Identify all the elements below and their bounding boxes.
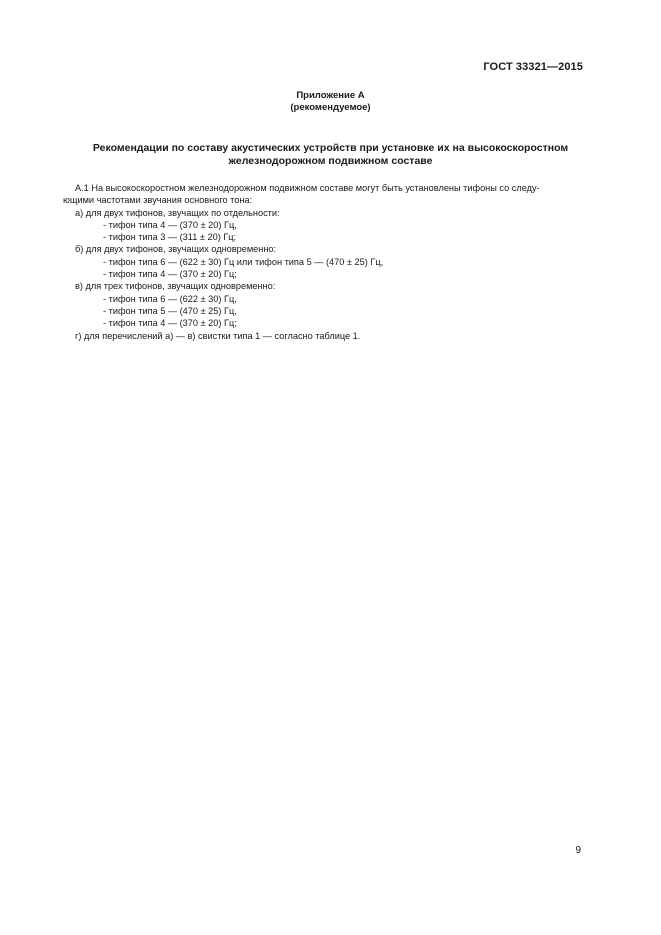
list-item: б) для двух тифонов, звучащих одновременно: <box>75 244 277 255</box>
list-item: а) для двух тифонов, звучащих по отдельности: <box>75 207 280 218</box>
annex-heading <box>0 90 661 114</box>
sub-list-item: - тифон типа 6 — (622 ± 30) Гц или тифон типа 5 — (470 ± 25) Гц, <box>103 256 384 267</box>
paragraph-line: ющими частотами звучания основного тона: <box>63 195 253 206</box>
list-item: в) для трех тифонов, звучащих одновременно: <box>75 281 276 292</box>
sub-list-item: - тифон типа 4 — (370 ± 20) Гц; <box>103 269 237 280</box>
sub-list-item: - тифон типа 4 — (370 ± 20) Гц; <box>103 318 237 329</box>
annex-status: (рекомендуемое) <box>290 102 371 113</box>
sub-list-item: - тифон типа 3 — (311 ± 20) Гц; <box>103 232 237 243</box>
annex-label: Приложение А <box>296 90 365 101</box>
sub-list-item: - тифон типа 6 — (622 ± 30) Гц, <box>103 293 237 304</box>
standard-code: ГОСТ 33321—2015 <box>483 61 583 73</box>
sub-list-item: - тифон типа 4 — (370 ± 20) Гц, <box>103 219 237 230</box>
section-title <box>40 142 621 168</box>
section-title-line-1: Рекомендации по составу акустических устройств при установке их на высокоскоростном <box>92 142 569 154</box>
paragraph-line: А.1 На высокоскоростном железнодорожном подвижном составе могут быть установлены тифоны со следу- <box>75 183 540 193</box>
page-number: 9 <box>575 845 581 856</box>
list-item: г) для перечислений а) — в) свистки типа 1 — согласно таблице 1. <box>75 330 361 341</box>
sub-list-item: - тифон типа 5 — (470 ± 25) Гц, <box>103 305 237 316</box>
body-text <box>63 182 593 342</box>
section-title-line-2: железнодорожном подвижном составе <box>228 155 433 167</box>
